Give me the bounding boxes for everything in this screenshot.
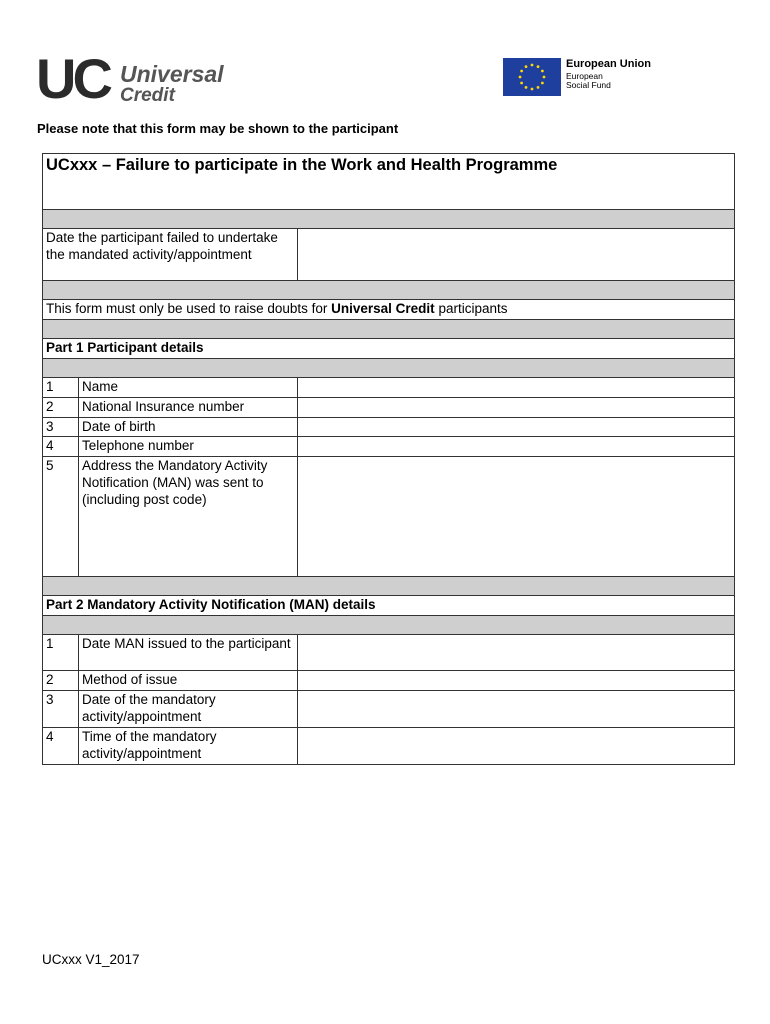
row-value-field[interactable] — [298, 397, 735, 417]
row-value-field[interactable] — [298, 457, 735, 577]
row-value-field[interactable] — [298, 377, 735, 397]
part1-heading: Part 1 Participant details — [43, 338, 735, 358]
eu-title: European Union — [566, 58, 651, 70]
row-label: Address the Mandatory Activity Notification (MAN) was sent to (including post code) — [79, 457, 298, 577]
form-title: UCxxx – Failure to participate in the Work and Health Programme — [43, 154, 735, 210]
eu-text — [566, 58, 651, 91]
notice-suffix: participants — [434, 301, 508, 316]
row-value-field[interactable] — [298, 437, 735, 457]
row-number: 3 — [43, 417, 79, 437]
row-number: 1 — [43, 377, 79, 397]
row-label: Name — [79, 377, 298, 397]
table-row — [43, 397, 735, 417]
spacer-row — [43, 358, 735, 377]
row-number: 4 — [43, 437, 79, 457]
notice-prefix: This form must only be used to raise doubts for — [46, 301, 332, 316]
date-failed-label: Date the participant failed to undertake the mandated activity/appointment — [43, 229, 298, 281]
eu-star-icon — [541, 70, 544, 73]
row-label: Date of birth — [79, 417, 298, 437]
row-label: National Insurance number — [79, 397, 298, 417]
table-row — [43, 635, 735, 671]
row-label: Date of the mandatory activity/appointment — [79, 691, 298, 728]
row-label: Date MAN issued to the participant — [79, 635, 298, 671]
row-value-field[interactable] — [298, 671, 735, 691]
row-value-field[interactable] — [298, 417, 735, 437]
row-label: Method of issue — [79, 671, 298, 691]
eu-star-icon — [525, 86, 528, 89]
eu-star-icon — [537, 65, 540, 68]
notice-bold: Universal Credit — [331, 301, 435, 316]
row-label: Time of the mandatory activity/appointment — [79, 727, 298, 764]
participant-note: Please note that this form may be shown to the participant — [37, 121, 399, 136]
row-number: 4 — [43, 727, 79, 764]
eu-star-icon — [520, 82, 523, 85]
eu-star-icon — [531, 88, 534, 91]
table-row — [43, 727, 735, 764]
row-number: 3 — [43, 691, 79, 728]
table-row — [43, 691, 735, 728]
spacer-row — [43, 281, 735, 300]
date-failed-field[interactable] — [298, 229, 735, 281]
form-table — [42, 153, 735, 765]
eu-star-icon — [531, 64, 534, 67]
universal-credit-logo — [36, 47, 226, 110]
part2-heading: Part 2 Mandatory Activity Notification (MAN) details — [43, 596, 735, 616]
spacer-row — [43, 210, 735, 229]
spacer-row — [43, 616, 735, 635]
table-row — [43, 437, 735, 457]
logo-credit-text: Credit — [120, 85, 175, 106]
eu-logo — [503, 58, 703, 98]
eu-star-icon — [525, 65, 528, 68]
spacer-row — [43, 577, 735, 596]
eu-star-icon — [543, 76, 546, 79]
logo-universal-text: Universal — [120, 61, 224, 87]
table-row — [43, 377, 735, 397]
row-label: Telephone number — [79, 437, 298, 457]
part1-rows — [43, 377, 735, 577]
eu-sub2: Social Fund — [566, 80, 611, 91]
part2-rows — [43, 635, 735, 764]
row-number: 2 — [43, 397, 79, 417]
eu-flag-icon — [503, 58, 561, 96]
row-value-field[interactable] — [298, 727, 735, 764]
table-row — [43, 417, 735, 437]
eu-star-icon — [519, 76, 522, 79]
spacer-row — [43, 319, 735, 338]
eu-star-icon — [541, 82, 544, 85]
table-row — [43, 457, 735, 577]
form-version: UCxxx V1_2017 — [42, 952, 140, 967]
table-row — [43, 671, 735, 691]
row-value-field[interactable] — [298, 635, 735, 671]
row-number: 2 — [43, 671, 79, 691]
eu-star-icon — [520, 70, 523, 73]
eu-sub1: European — [566, 71, 603, 82]
row-value-field[interactable] — [298, 691, 735, 728]
logo-uc-letters: UC — [36, 47, 109, 110]
notice-text — [43, 300, 735, 320]
row-number: 5 — [43, 457, 79, 577]
row-number: 1 — [43, 635, 79, 671]
eu-star-icon — [537, 86, 540, 89]
